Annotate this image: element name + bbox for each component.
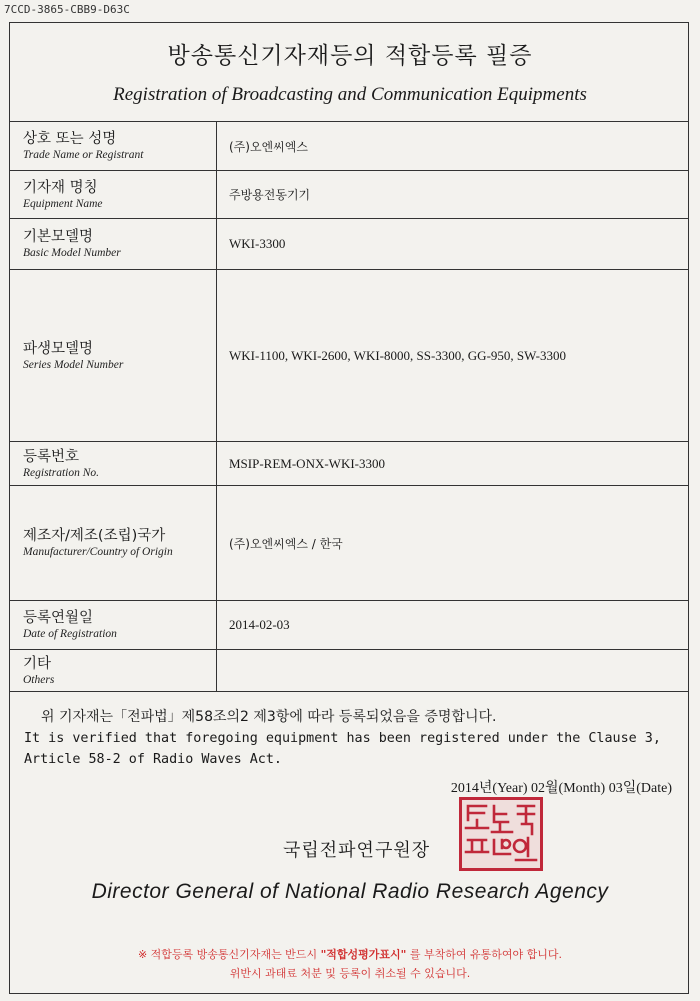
label-korean: 기타 [23, 655, 52, 672]
issuer-korean: 국립전파연구원장 [283, 840, 431, 861]
row-registration-no [10, 442, 688, 486]
label-cell [10, 486, 217, 600]
issue-date: 2014년(Year) 02월(Month) 03일(Date) [450, 781, 672, 796]
label-english: Others [23, 673, 55, 686]
notice-highlight: "적합성평가표시" [320, 948, 407, 961]
seal-mark [462, 800, 540, 868]
label-cell [10, 601, 217, 649]
notice-suffix: 를 부착하여 유통하여야 합니다. [406, 948, 563, 961]
statement-english: It is verified that foregoing equipment has been registered under the Clause 3, Article 58-2 of Radio Waves Act. [24, 731, 661, 767]
official-seal [459, 797, 543, 871]
label-korean: 등록연월일 [23, 610, 94, 626]
basic-model-value: WKI-3300 [229, 236, 286, 251]
label-cell [10, 270, 217, 441]
label-korean: 등록번호 [23, 448, 80, 465]
label-cell [10, 442, 217, 485]
row-manufacturer [10, 486, 688, 601]
registration-no-value: MSIP-REM-ONX-WKI-3300 [229, 455, 385, 471]
document-id: 7CCD-3865-CBB9-D63C [4, 3, 130, 16]
label-english: Trade Name or Registrant [23, 149, 144, 161]
label-english: Basic Model Number [23, 247, 121, 259]
title-korean: 방송통신기자재등의 적합등록 필증 [167, 43, 533, 69]
issuer-english: Director General of National Radio Research Agency [91, 880, 609, 903]
registration-date-value: 2014-02-03 [229, 617, 290, 632]
row-trade-name [10, 122, 688, 171]
registration-table [10, 121, 688, 692]
label-korean: 제조자/제조(조립)국가 [23, 528, 166, 544]
label-cell [10, 650, 217, 691]
statement-korean: 위 기자재는「전파법」제58조의2 제3항에 따라 등록되었음을 증명합니다. [41, 709, 497, 725]
trade-name-value: (주)오엔씨엑스 [229, 139, 308, 154]
series-model-value: WKI-1100, WKI-2600, WKI-8000, SS-3300, GG-950, SW-3300 [229, 347, 567, 363]
row-equipment-name [10, 171, 688, 219]
label-english: Registration No. [23, 466, 100, 479]
row-others [10, 650, 688, 692]
label-english: Date of Registration [23, 628, 117, 640]
row-basic-model [10, 219, 688, 270]
manufacturer-value: (주)오엔씨엑스 / 한국 [229, 536, 343, 551]
label-korean: 기자재 명칭 [23, 179, 98, 196]
label-cell [10, 171, 217, 218]
others-value [217, 650, 688, 691]
title-english: Registration of Broadcasting and Communication Equipments [113, 84, 587, 105]
notice-prefix: ※ 적합등록 방송통신기자재는 반드시 [137, 948, 321, 961]
label-cell [10, 122, 217, 170]
label-english: Manufacturer/Country of Origin [23, 546, 173, 558]
row-series-model [10, 270, 688, 442]
equipment-name-value: 주방용전동기기 [229, 188, 311, 202]
notice [0, 945, 700, 983]
notice-line-1 [0, 945, 700, 964]
notice-line-2: 위반시 과태료 처분 및 등록이 취소될 수 있습니다. [229, 967, 471, 980]
label-korean: 상호 또는 성명 [23, 131, 117, 147]
label-english: Series Model Number [23, 358, 124, 371]
label-english: Equipment Name [23, 197, 103, 210]
row-registration-date [10, 601, 688, 650]
label-korean: 파생모델명 [23, 340, 94, 357]
label-korean: 기본모델명 [23, 229, 94, 245]
label-cell [10, 219, 217, 269]
